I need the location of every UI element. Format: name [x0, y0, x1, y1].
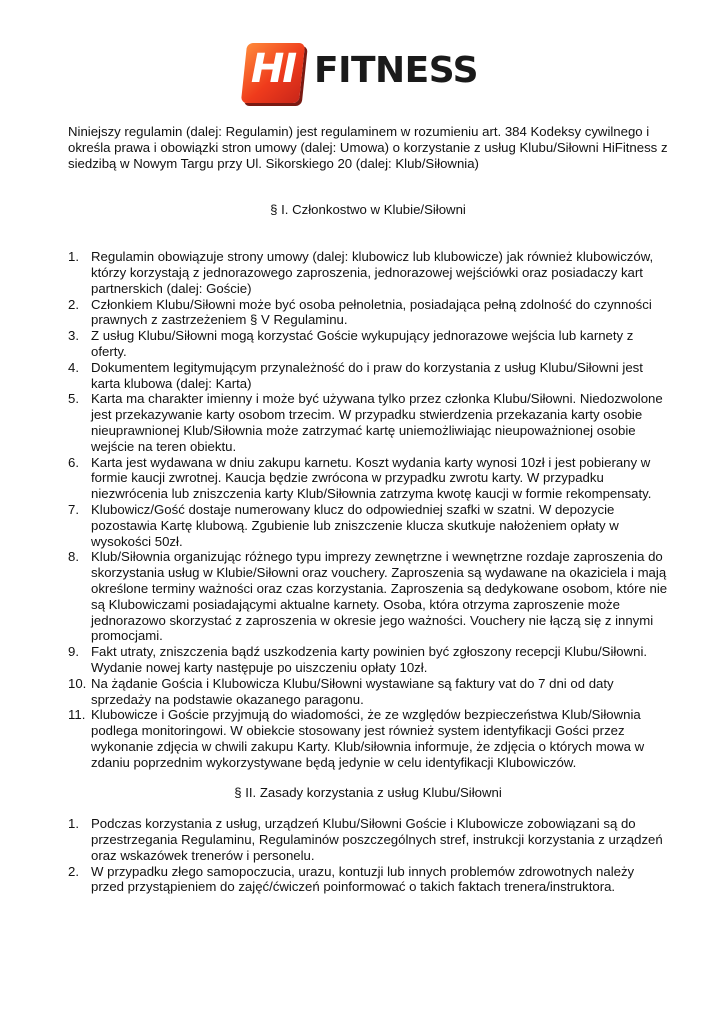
hifitness-logo [244, 39, 489, 105]
section-1-list [68, 249, 668, 770]
list-item: 7. Klubowicz/Gość dostaje numerowany klucz do odpowiedniej szafki w szatni. W depozycie pozostawia Kartę klubową. Zgubienie lub zniszczenie klucza skutkuje nałożeniem opłaty w wysokości 50zł. [68, 501, 619, 549]
intro-paragraph: Niniejszy regulamin (dalej: Regulamin) jest regulaminem w rozumieniu art. 384 Kodeksy cywilnego i określa prawa i obowiązki stron umowy (dalej: Umowa) o korzystanie z usług Klubu/Siłowni HiFitness z siedzibą w Nowym Targu przy Ul. Sikorskiego 20 (dalej: Klub/Siłownia) [68, 124, 668, 171]
list-item: 2. W przypadku złego samopoczucia, urazu, kontuzji lub innych problemów zdrowotnych należy przed przystąpieniem do zajęć/ćwiczeń poinformować o takich faktach trenera/instruktora. [68, 863, 635, 895]
list-item: 2. Członkiem Klubu/Siłowni może być osoba pełnoletnia, posiadająca pełną zdolność do czynności prawnych z zastrzeżeniem § V Regulaminu. [68, 296, 652, 328]
section-2-heading: § II. Zasady korzystania z usług Klubu/Siłowni [234, 785, 502, 801]
list-item: 5. Karta ma charakter imienny i może być używana tylko przez członka Klubu/Siłowni. Niedozwolone jest przekazywanie karty osobom trzecim. W przypadku stwierdzenia przekazania karty osobie nieuprawnionej Klub/Siłownia może zatrzymać kartę uniemożliwiając nieupoważnionej osobie wejście na teren obiektu. [68, 391, 663, 454]
list-item: 1. Regulamin obowiązuje strony umowy (dalej: klubowicz lub klubowicze) jak również klubowiczów, którzy korzystają z jednorazowego zaproszenia, jednorazowej wejściówki oraz posiadaczy kart partnerskich (dalej: Goście) [68, 249, 654, 296]
list-item: 3. Z usług Klubu/Siłowni mogą korzystać Goście wykupujący jednorazowe wejścia lub karnety z oferty. [68, 328, 634, 359]
list-item: 6. Karta jest wydawana w dniu zakupu karnetu. Koszt wydania karty wynosi 10zł i jest pobierany w formie kaucji zwrotnej. Kaucja będzie zwrócona w przypadku zwrotu karty. W przypadku niezwrócenia lub zniszczenia karty Klub/Siłownia zatrzyma kwotę kaucji w formie rekompensaty. [68, 454, 652, 502]
section-1-heading: § I. Członkostwo w Klubie/Siłowni [270, 202, 466, 218]
list-item: 9. Fakt utraty, zniszczenia bądź uszkodzenia karty powinien być zgłoszony recepcji Klubu/Siłowni. Wydanie nowej karty następuje po uiszczeniu opłaty 10zł. [68, 644, 648, 675]
list-item: 4. Dokumentem legitymującym przynależność do i praw do korzystania z usług Klubu/Siłowni jest karta klubowa (dalej: Karta) [68, 359, 643, 391]
section-2-list [68, 816, 668, 895]
regulation-document [68, 124, 668, 895]
logo-wordmark: FITNESS [314, 50, 479, 91]
list-item: 10. Na żądanie Gościa i Klubowicza Klubu/Siłowni wystawiane są faktury vat do 7 dni od daty sprzedaży na podstawie okazanego paragonu. [68, 675, 614, 707]
logo-badge-text: HI [250, 46, 296, 92]
list-item: 1. Podczas korzystania z usług, urządzeń Klubu/Siłowni Goście i Klubowicze zobowiązani są do przestrzegania Regulaminu, Regulaminów poszczególnych stref, instrukcji korzystania z urządzeń oraz wskazówek trenerów i personelu. [68, 816, 663, 863]
list-item: 8. Klub/Siłownia organizując różnego typu imprezy zewnętrzne i wewnętrzne rozdaje zaproszenia do skorzystania usług w Klubie/Siłowni oraz vouchery. Zaproszenia są wydawane na okaziciela i mają określone terminy ważności oraz czas korzystania. Zaproszenia są dedykowane osobom, które nie są Klubowiczami posiadającymi aktualne karnety. Osoba, która otrzyma zaproszenie może jednorazowo skorzystać z zaproszenia w okresie jego ważności. Vouchery nie łączą się z innymi promocjami. [68, 549, 668, 644]
list-item: 11. Klubowicze i Goście przyjmują do wiadomości, że ze względów bezpieczeństwa Klub/Siłownia podlega monitoringowi. W obiekcie stosowany jest również system identyfikacji Gości przez wykonanie zdjęcia w chwili zakupu Karty. Klub/siłownia informuje, że zdjęcia o których mowa w zdaniu poprzednim wykorzystywane będą jedynie w celu identyfikacji Klubowiczów. [68, 707, 645, 770]
